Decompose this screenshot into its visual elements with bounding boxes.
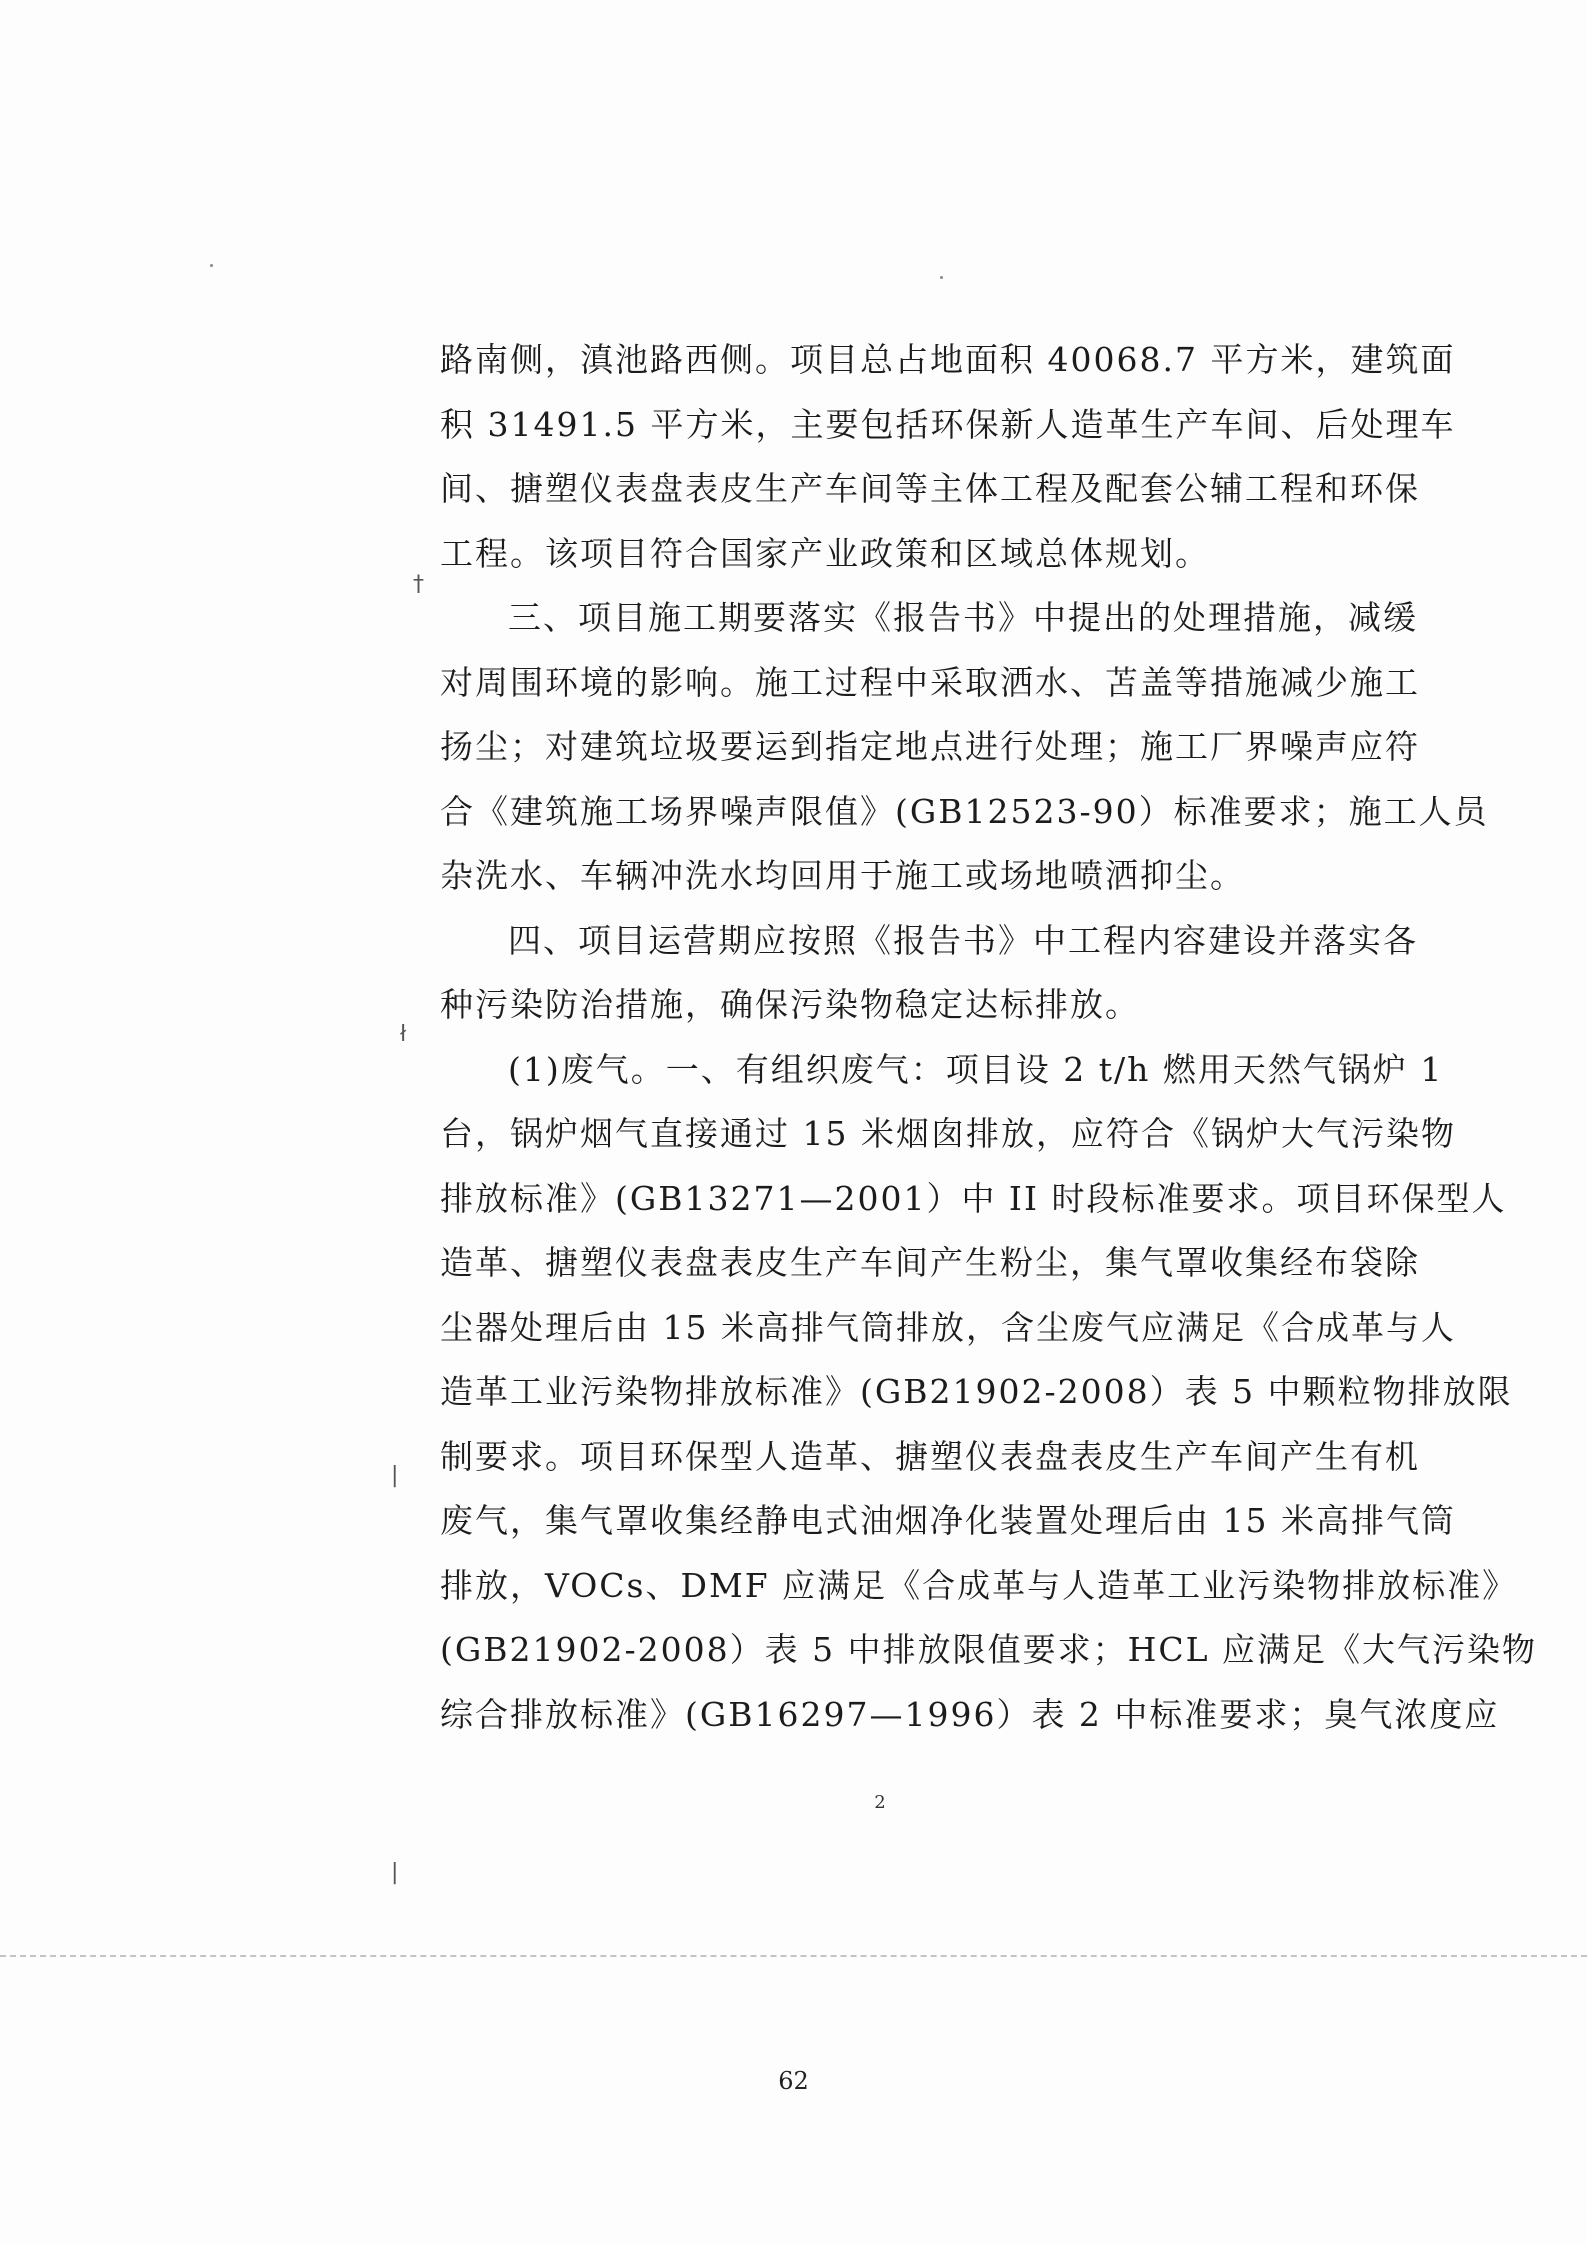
scan-speck: [210, 264, 213, 267]
paragraph-start-line: (1)废气。一、有组织废气：项目设 2 t/h 燃用天然气锅炉 1: [508, 1049, 1444, 1089]
paragraph-start-line: 四、项目运营期应按照《报告书》中工程内容建设并落实各: [508, 920, 1418, 960]
text-line: 尘器处理后由 15 米高排气筒排放，含尘废气应满足《合成革与人: [440, 1307, 1456, 1347]
text-line: 造革工业污染物排放标准》(GB21902-2008）表 5 中颗粒物排放限: [440, 1372, 1513, 1411]
outer-page-number: 62: [778, 2067, 809, 2095]
text-line: 扬尘；对建筑垃圾要运到指定地点进行处理；施工厂界噪声应符: [440, 727, 1420, 766]
text-line: 综合排放标准》(GB16297—1996）表 2 中标准要求；臭气浓度应: [440, 1694, 1500, 1734]
text-line: 积 31491.5 平方米，主要包括环保新人造革生产车间、后处理车: [440, 404, 1456, 444]
binding-mark: †: [413, 572, 424, 597]
binding-mark: ł: [400, 1022, 407, 1047]
text-line: 种污染防治措施，确保污染物稳定达标排放。: [440, 985, 1140, 1024]
text-line: 台，锅炉烟气直接通过 15 米烟囱排放，应符合《锅炉大气污染物: [440, 1114, 1456, 1153]
text-line: 制要求。项目环保型人造革、搪塑仪表盘表皮生产车间产生有机: [440, 1436, 1420, 1476]
text-line: 间、搪塑仪表盘表皮生产车间等主体工程及配套公辅工程和环保: [440, 469, 1420, 508]
text-line: 合《建筑施工场界噪声限值》(GB12523-90）标准要求；施工人员: [440, 791, 1489, 831]
text-line: 杂洗水、车辆冲洗水均回用于施工或场地喷洒抑尘。: [440, 856, 1245, 895]
scan-speck: [940, 276, 943, 279]
scan-divider-line: [0, 1955, 1587, 1957]
text-line: 废气，集气罩收集经静电式油烟净化装置处理后由 15 米高排气筒: [440, 1501, 1456, 1540]
inner-page-number: 2: [874, 1792, 886, 1813]
binding-mark: |: [391, 1860, 399, 1885]
body-text: [440, 328, 1538, 1747]
paragraph-start-line: 三、项目施工期要落实《报告书》中提出的处理措施，减缓: [508, 598, 1418, 637]
text-line: 路南侧，滇池路西侧。项目总占地面积 40068.7 平方米，建筑面: [440, 340, 1456, 379]
text-line: 工程。该项目符合国家产业政策和区域总体规划。: [440, 533, 1210, 573]
text-line: 排放，VOCs、DMF 应满足《合成革与人造革工业污染物排放标准》: [440, 1565, 1518, 1605]
binding-mark: |: [391, 1463, 399, 1488]
text-line: (GB21902-2008）表 5 中排放限值要求；HCL 应满足《大气污染物: [440, 1630, 1538, 1669]
text-line: 排放标准》(GB13271—2001）中 II 时段标准要求。项目环保型人: [440, 1178, 1507, 1218]
text-line: 对周围环境的影响。施工过程中采取洒水、苫盖等措施减少施工: [440, 662, 1420, 702]
text-line: 造革、搪塑仪表盘表皮生产车间产生粉尘，集气罩收集经布袋除: [440, 1243, 1420, 1282]
